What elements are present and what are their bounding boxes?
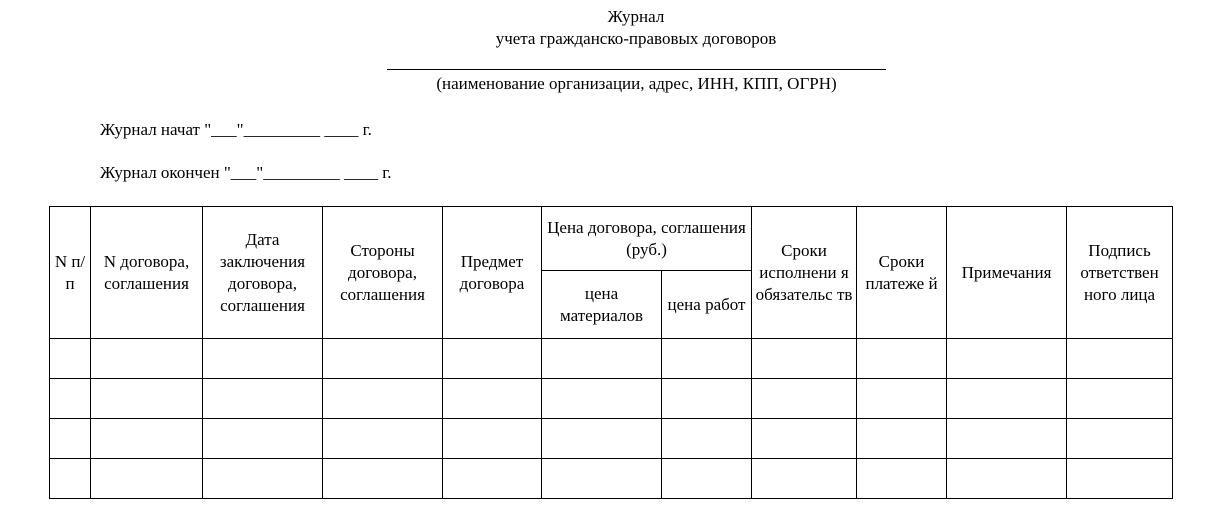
table-cell[interactable] <box>947 379 1067 419</box>
table-cell[interactable] <box>443 419 542 459</box>
table-cell[interactable] <box>203 379 323 419</box>
header-num: N п/п <box>50 207 91 339</box>
header-price-works: цена работ <box>662 271 752 339</box>
table-cell[interactable] <box>50 459 91 499</box>
table-cell[interactable] <box>947 339 1067 379</box>
table-cell[interactable] <box>203 339 323 379</box>
table-cell[interactable] <box>443 339 542 379</box>
table-cell[interactable] <box>443 459 542 499</box>
table-cell[interactable] <box>857 339 947 379</box>
table-cell[interactable] <box>752 379 857 419</box>
table-cell[interactable] <box>662 379 752 419</box>
table-cell[interactable] <box>91 459 203 499</box>
table-cell[interactable] <box>91 379 203 419</box>
table-row <box>50 459 1173 499</box>
table-cell[interactable] <box>1067 339 1173 379</box>
table-cell[interactable] <box>752 459 857 499</box>
journal-started-line: Журнал начат "___"_________ ____ г. <box>100 120 372 139</box>
table-cell[interactable] <box>323 339 443 379</box>
table-cell[interactable] <box>947 459 1067 499</box>
table-cell[interactable] <box>50 419 91 459</box>
table-cell[interactable] <box>752 419 857 459</box>
table-cell[interactable] <box>323 379 443 419</box>
header-payment-terms: Сроки платеже й <box>857 207 947 339</box>
table-cell[interactable] <box>1067 459 1173 499</box>
table-cell[interactable] <box>947 419 1067 459</box>
header-price-materials: цена материалов <box>542 271 662 339</box>
table-cell[interactable] <box>857 419 947 459</box>
table-cell[interactable] <box>50 339 91 379</box>
table-cell[interactable] <box>542 419 662 459</box>
table-cell[interactable] <box>91 419 203 459</box>
document-subtitle: учета гражданско-правовых договоров <box>495 29 777 48</box>
header-execution-terms: Сроки исполнени я обязательс тв <box>752 207 857 339</box>
table-cell[interactable] <box>857 379 947 419</box>
table-cell[interactable] <box>1067 419 1173 459</box>
table-cell[interactable] <box>50 379 91 419</box>
table-cell[interactable] <box>323 459 443 499</box>
table-row <box>50 379 1173 419</box>
title-block <box>0 6 1209 50</box>
header-signature: Подпись ответствен ного лица <box>1067 207 1173 339</box>
organization-underline <box>387 69 886 70</box>
table-cell[interactable] <box>443 379 542 419</box>
contracts-journal-table <box>49 206 1173 499</box>
table-cell[interactable] <box>1067 379 1173 419</box>
table-cell[interactable] <box>662 339 752 379</box>
header-contract-number: N договора, соглашения <box>91 207 203 339</box>
header-conclusion-date: Дата заключения договора, соглашения <box>203 207 323 339</box>
table-cell[interactable] <box>857 459 947 499</box>
header-parties: Стороны договора, соглашения <box>323 207 443 339</box>
organization-caption: (наименование организации, адрес, ИНН, КПП, ОГРН) <box>436 74 837 93</box>
table-cell[interactable] <box>203 459 323 499</box>
table-cell[interactable] <box>323 419 443 459</box>
header-subject: Предмет договора <box>443 207 542 339</box>
table-cell[interactable] <box>542 459 662 499</box>
table-row <box>50 339 1173 379</box>
header-notes: Примечания <box>947 207 1067 339</box>
table-cell[interactable] <box>542 339 662 379</box>
table-cell[interactable] <box>752 339 857 379</box>
header-price-group: Цена договора, соглашения (руб.) <box>542 207 752 271</box>
document-title: Журнал <box>607 7 665 26</box>
table-cell[interactable] <box>662 419 752 459</box>
table-row <box>50 419 1173 459</box>
table-cell[interactable] <box>662 459 752 499</box>
journal-ended-line: Журнал окончен "___"_________ ____ г. <box>100 163 392 182</box>
table-cell[interactable] <box>203 419 323 459</box>
table-cell[interactable] <box>91 339 203 379</box>
table-cell[interactable] <box>542 379 662 419</box>
table-body <box>50 339 1173 499</box>
